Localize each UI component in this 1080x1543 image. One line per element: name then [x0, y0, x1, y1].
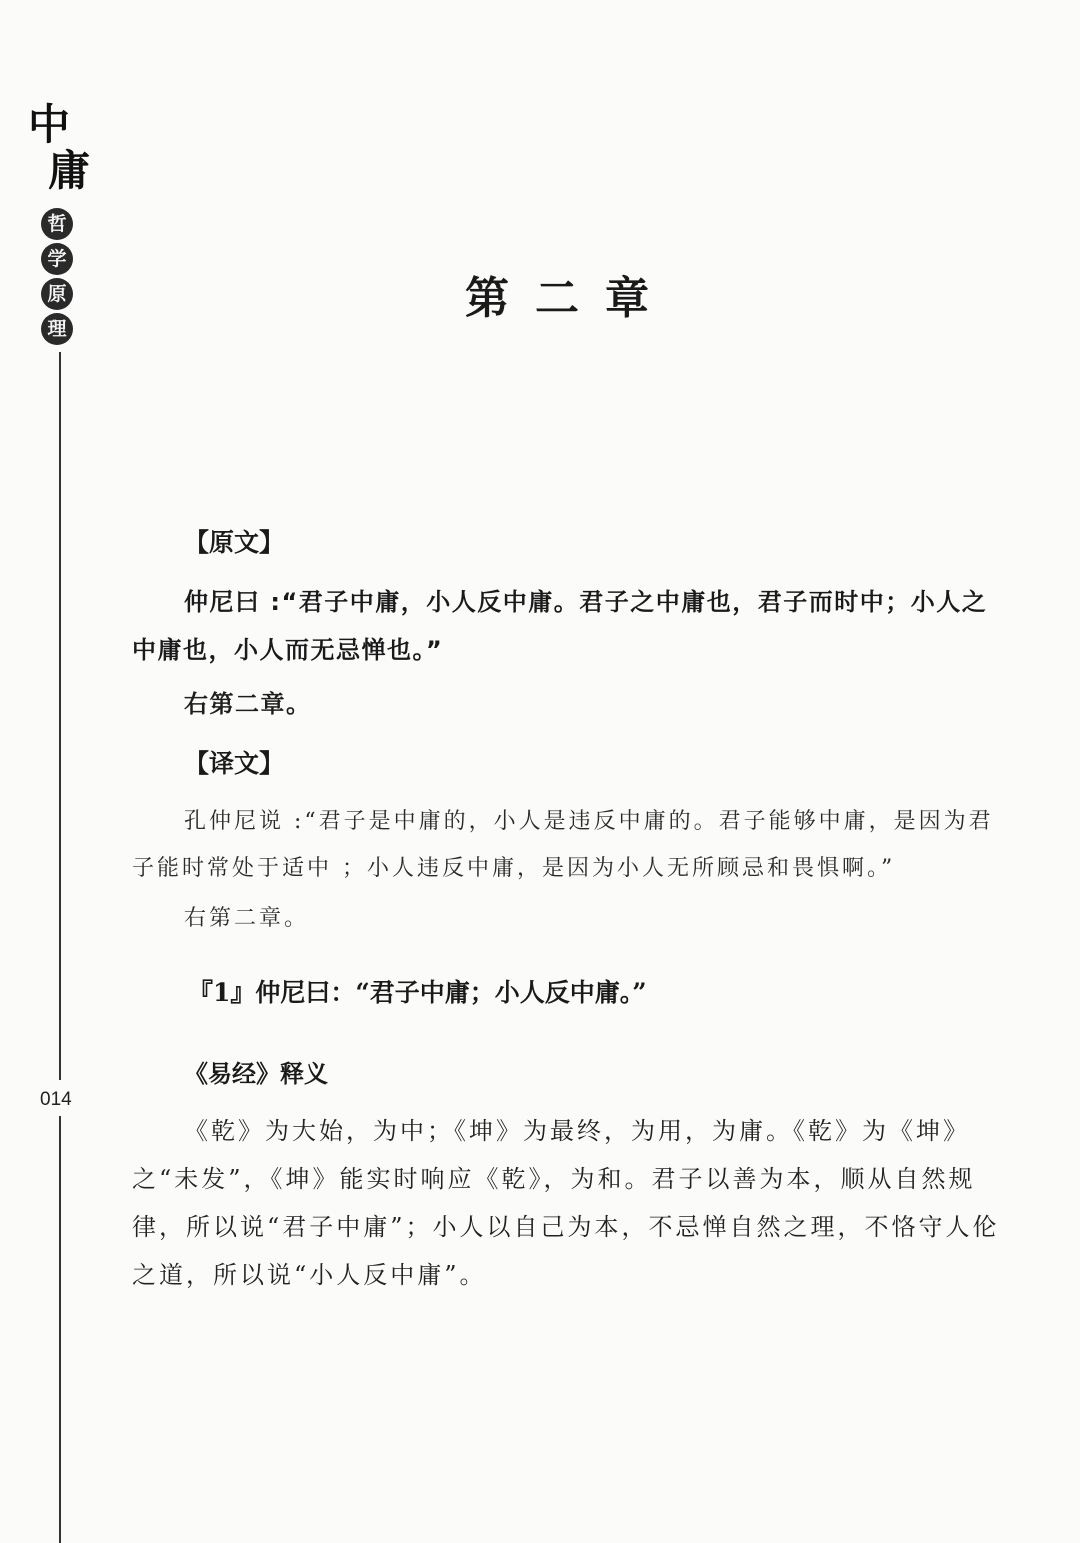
original-label: 【原文】 — [184, 528, 285, 557]
margin-rule — [59, 352, 61, 1080]
original-note: 右第二章。 — [184, 690, 312, 718]
side-title-char-1: 中 — [28, 100, 71, 149]
yijing-section-title: 《易经》释义 — [184, 1060, 328, 1088]
quote-heading: 『1』仲尼曰：“君子中庸；小人反中庸。” — [188, 978, 647, 1007]
translation-text: 孔仲尼说 :“君子是中庸的，小人是违反中庸的。君子能够中庸，是因为君子能时常处于适中 ；小人违反中庸，是因为小人无所顾忌和畏惧啊。” — [132, 809, 994, 881]
yijing-section-text: 《乾》为大始，为中；《坤》为最终，为用，为庸。《乾》为《坤》之“未发”，《坤》能实时响应《乾》，为和。君子以善为本，顺从自然规律，所以说“君子中庸”；小人以自己为本，不忌惮自然之理，不恪守人伦之道，所以说“小人反中庸”。 — [132, 1117, 1000, 1289]
side-title-char-2: 庸 — [48, 146, 91, 195]
subtitle-char: 哲 — [41, 208, 73, 240]
side-subtitle — [41, 208, 77, 348]
translation-note: 右第二章。 — [184, 906, 310, 931]
subtitle-char: 学 — [41, 243, 73, 275]
subtitle-char: 理 — [41, 313, 73, 345]
original-text: 仲尼曰 :“君子中庸，小人反中庸。君子之中庸也，君子而时中；小人之中庸也，小人而无忌惮也。” — [132, 588, 988, 664]
subtitle-char: 原 — [41, 278, 73, 310]
margin-rule — [59, 1116, 61, 1543]
page-number: 014 — [40, 1089, 72, 1110]
translation-label: 【译文】 — [184, 749, 285, 778]
chapter-title: 第二章 — [465, 273, 675, 324]
